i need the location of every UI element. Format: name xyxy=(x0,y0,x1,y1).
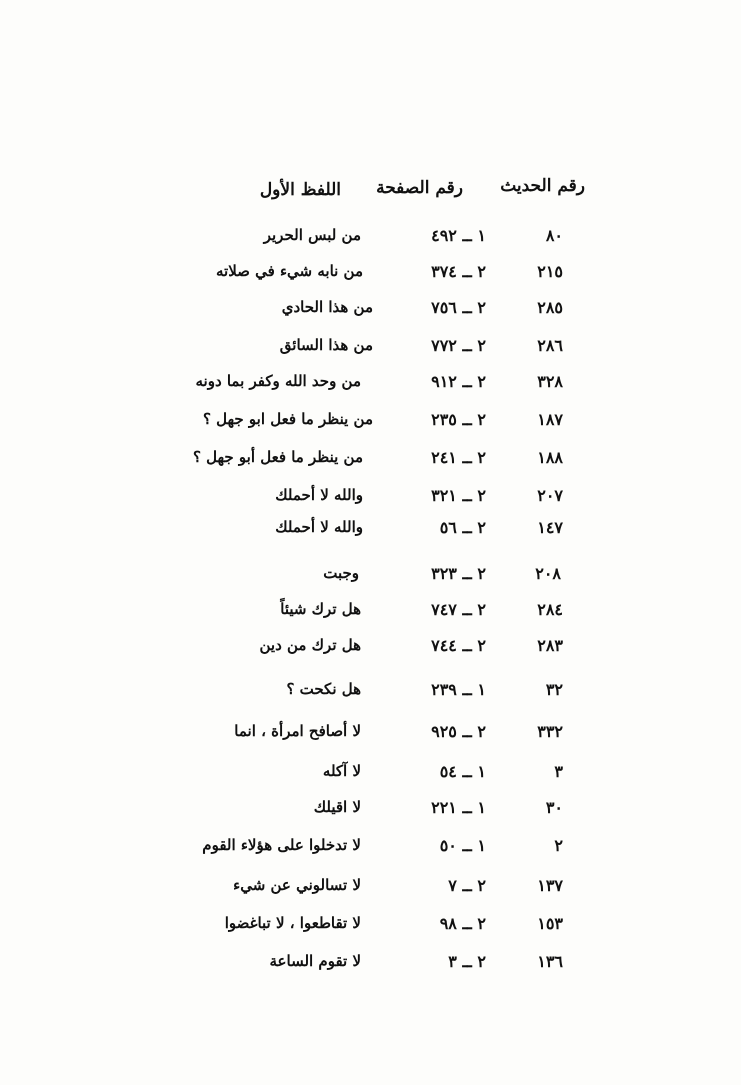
hadith-number: ٣٢ xyxy=(545,680,563,699)
first-word: وجبت xyxy=(323,564,359,582)
page-reference: ٢ ــ ٣ xyxy=(448,952,486,971)
hadith-number: ٢٨٤ xyxy=(537,600,563,619)
table-row xyxy=(0,368,741,398)
first-word: لا تدخلوا على هؤلاء القوم xyxy=(202,836,361,854)
first-word: من هذا الحادي xyxy=(281,298,373,316)
header-first-word: اللفظ الأول xyxy=(259,180,341,200)
page-reference: ٢ ــ ٩١٢ xyxy=(431,372,486,391)
hadith-number: ٢٠٧ xyxy=(537,486,563,505)
page-reference: ١ ــ ٤٩٢ xyxy=(431,226,486,245)
page-reference: ٢ ــ ٩٨ xyxy=(439,914,486,933)
page-reference: ٢ ــ ٢٣٥ xyxy=(431,410,486,429)
first-word: لا تقاطعوا ، لا تباغضوا xyxy=(224,914,361,932)
first-word: لا تقوم الساعة xyxy=(269,952,361,970)
table-row xyxy=(0,632,741,662)
table-row xyxy=(0,560,741,590)
table-row xyxy=(0,910,741,940)
hadith-number: ٢ xyxy=(554,836,563,855)
first-word: هل ترك من دين xyxy=(259,636,361,654)
table-row xyxy=(0,758,741,788)
first-word: لا آكله xyxy=(322,762,361,780)
table-row xyxy=(0,794,741,824)
hadith-number: ١٤٧ xyxy=(537,518,563,537)
first-word: هل نكحت ؟ xyxy=(286,680,361,698)
first-word: لا تسالوني عن شيء xyxy=(233,876,361,894)
table-row xyxy=(0,294,741,324)
first-word: من هذا السائق xyxy=(279,336,373,354)
table-row xyxy=(0,596,741,626)
first-word: من نابه شيء في صلاته xyxy=(215,262,363,280)
hadith-number: ٣٣٢ xyxy=(537,722,563,741)
first-word: هل ترك شيئاً xyxy=(280,600,361,618)
hadith-number: ٢٠٨ xyxy=(535,564,561,583)
page-reference: ٢ ــ ٣٢١ xyxy=(431,486,486,505)
first-word: لا اقيلك xyxy=(313,798,361,816)
table-row xyxy=(0,832,741,862)
table-row xyxy=(0,718,741,748)
page-reference: ٢ ــ ٢٤١ xyxy=(431,448,486,467)
page-reference: ٢ ــ ٣٧٤ xyxy=(431,262,486,281)
table-row xyxy=(0,258,741,288)
hadith-number: ١٣٧ xyxy=(537,876,563,895)
page-reference: ٢ ــ ٩٢٥ xyxy=(431,722,486,741)
page-reference: ١ ــ ٢٢١ xyxy=(431,798,486,817)
hadith-number: ٢٨٥ xyxy=(537,298,563,317)
hadith-number: ٢١٥ xyxy=(537,262,563,281)
table-row xyxy=(0,676,741,706)
header-hadith-number: رقم الحديث xyxy=(500,176,585,196)
hadith-number: ٣٢٨ xyxy=(537,372,563,391)
first-word: من وحد الله وكفر بما دونه xyxy=(195,372,361,390)
table-row xyxy=(0,872,741,902)
table-row xyxy=(0,514,741,544)
hadith-number: ٣ xyxy=(554,762,563,781)
first-word: لا أصافح امرأة ، انما xyxy=(234,722,361,740)
page-reference: ٢ ــ ٧ xyxy=(448,876,486,895)
header-page-number: رقم الصفحة xyxy=(376,178,463,198)
hadith-number: ٢٨٣ xyxy=(537,636,563,655)
page-reference: ١ ــ ٥٤ xyxy=(439,762,486,781)
table-header xyxy=(0,170,741,206)
page-reference: ١ ــ ٢٣٩ xyxy=(431,680,486,699)
page-reference: ٢ ــ ٧٥٦ xyxy=(431,298,486,317)
hadith-number: ١٣٦ xyxy=(537,952,563,971)
table-row xyxy=(0,948,741,978)
table-row xyxy=(0,482,741,512)
page-reference: ٢ ــ ٧٧٢ xyxy=(431,336,486,355)
page-reference: ١ ــ ٥٠ xyxy=(439,836,486,855)
hadith-number: ١٨٨ xyxy=(537,448,563,467)
first-word: والله لا أحملك xyxy=(275,486,363,504)
first-word: من لبس الحرير xyxy=(263,226,361,244)
table-row xyxy=(0,332,741,362)
first-word: والله لا أحملك xyxy=(275,518,363,536)
page-reference: ٢ ــ ٣٢٣ xyxy=(431,564,486,583)
hadith-number: ٣٠ xyxy=(545,798,563,817)
page-reference: ٢ ــ ٧٤٤ xyxy=(431,636,486,655)
hadith-number: ٢٨٦ xyxy=(537,336,563,355)
table-row xyxy=(0,222,741,252)
hadith-number: ١٨٧ xyxy=(537,410,563,429)
hadith-number: ١٥٣ xyxy=(537,914,563,933)
page-reference: ٢ ــ ٥٦ xyxy=(439,518,486,537)
page-reference: ٢ ــ ٧٤٧ xyxy=(431,600,486,619)
table-row xyxy=(0,406,741,436)
hadith-number: ٨٠ xyxy=(545,226,563,245)
first-word: من ينظر ما فعل أبو جهل ؟ xyxy=(192,448,363,466)
table-row xyxy=(0,444,741,474)
first-word: من ينظر ما فعل ابو جهل ؟ xyxy=(202,410,373,428)
